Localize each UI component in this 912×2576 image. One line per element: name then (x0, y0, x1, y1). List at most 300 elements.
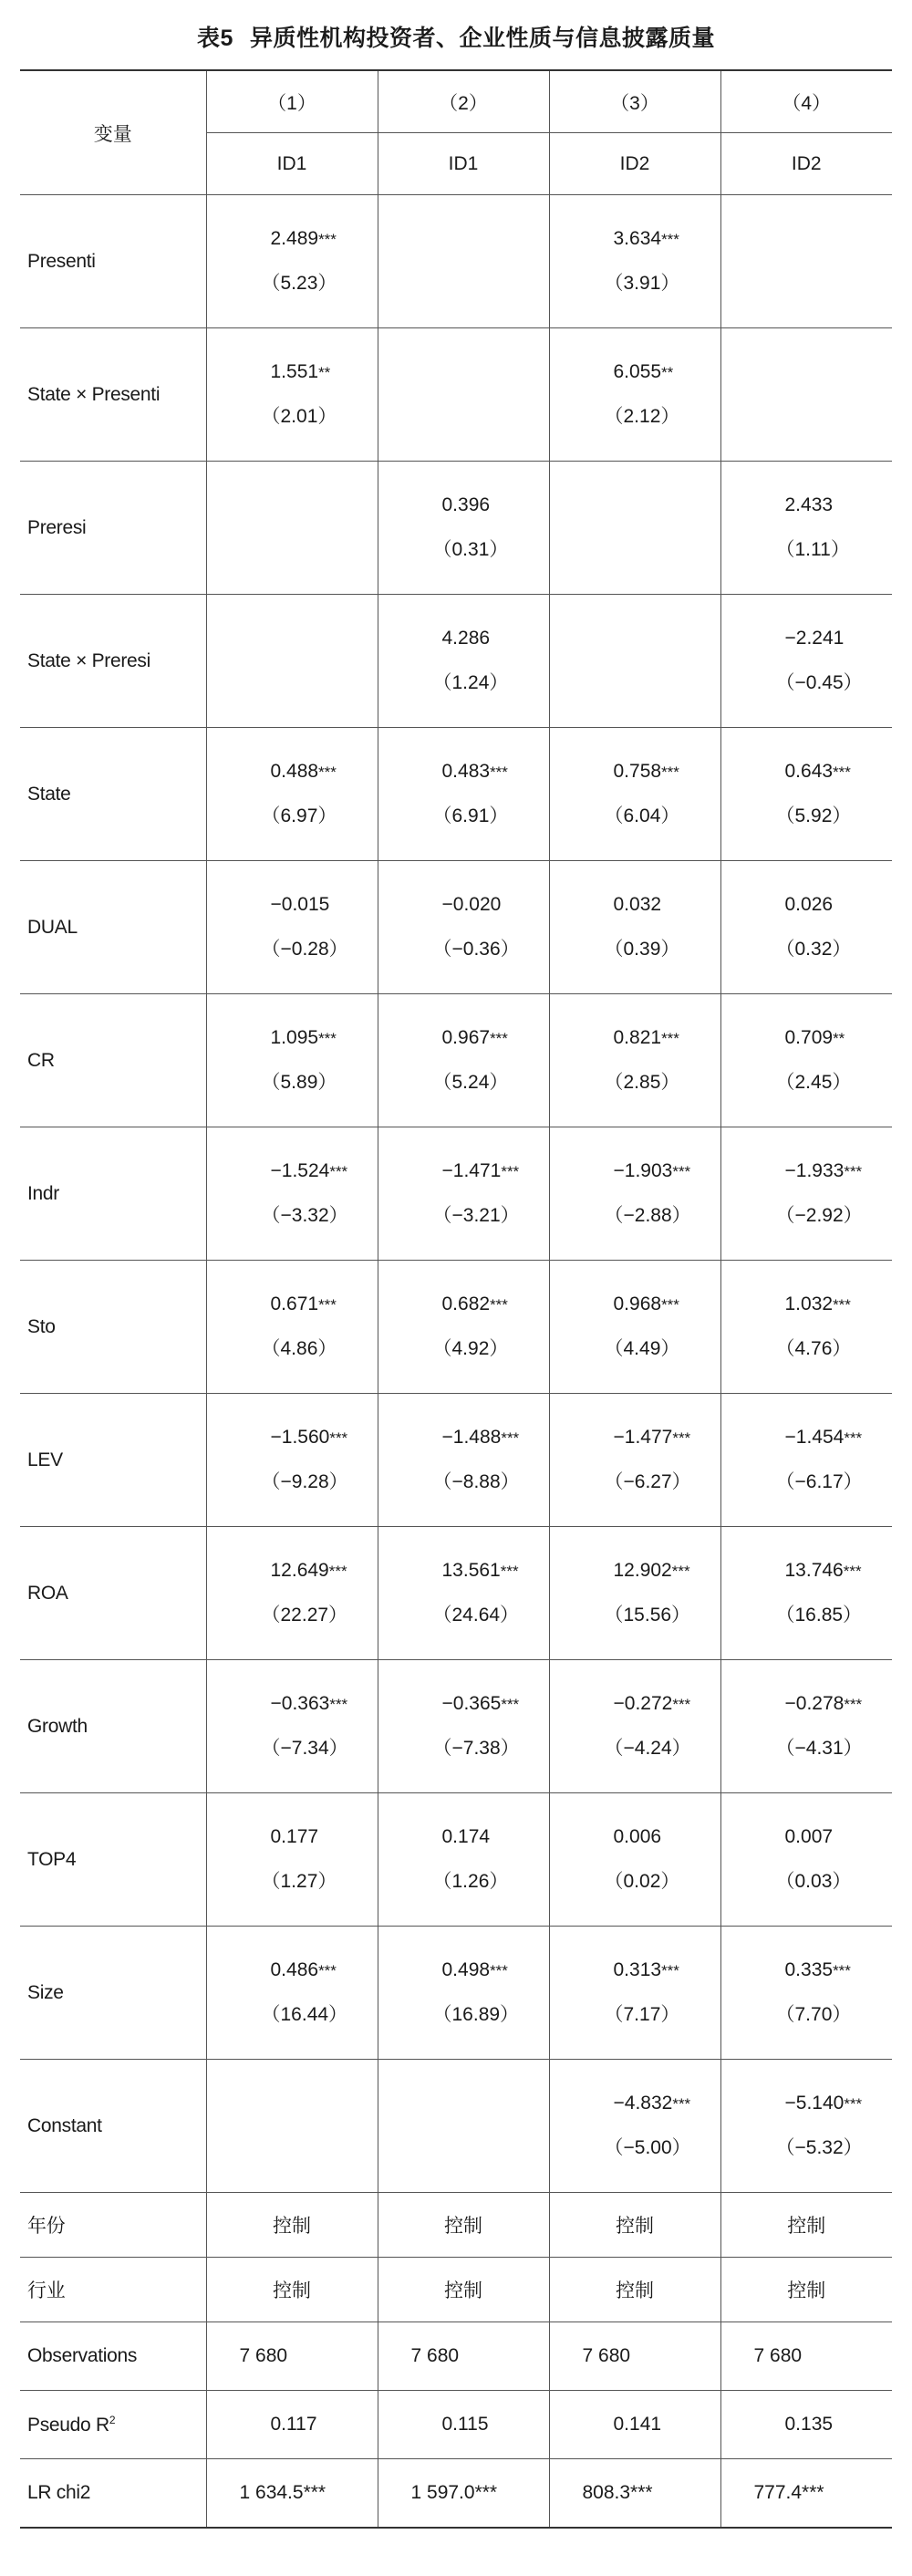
estimate: 0.671 (270, 1293, 319, 1314)
coefficient-cell (206, 462, 378, 595)
t-statistic: （1.11） (775, 539, 850, 560)
coefficient-cell (378, 195, 549, 328)
significance-stars: *** (328, 1563, 347, 1580)
coefficient-value (207, 1559, 378, 1584)
coefficient-cell (549, 994, 720, 1127)
coefficient-cell (720, 328, 892, 462)
estimate: 0.486 (270, 1959, 319, 1980)
coefficient-value (207, 760, 378, 784)
significance-stars: *** (844, 1429, 863, 1447)
coefficient-value (207, 1692, 378, 1717)
header-row-columns (20, 70, 892, 133)
significance-stars: ** (833, 1030, 845, 1047)
coefficient-value (550, 893, 720, 918)
coefficient-cell (378, 328, 549, 462)
table-row (20, 1394, 892, 1527)
variable-name: Preresi (20, 462, 206, 595)
estimate: 0.006 (613, 1826, 662, 1847)
significance-stars: *** (661, 1962, 679, 1979)
significance-stars: *** (318, 763, 337, 781)
coefficient-value (378, 627, 549, 651)
t-statistic: （0.31） (432, 539, 509, 560)
t-statistic: （5.89） (261, 1072, 337, 1093)
coefficient-value (721, 760, 893, 784)
coefficient-value (721, 1559, 893, 1584)
t-statistic: （−3.21） (432, 1205, 520, 1226)
variable-name: State × Presenti (20, 328, 206, 462)
variable-name: Growth (20, 1660, 206, 1793)
estimate: −0.363 (270, 1693, 330, 1714)
coefficient-cell (378, 994, 549, 1127)
significance-stars: *** (844, 1696, 863, 1713)
coefficient-cell (378, 462, 549, 595)
significance-stars: *** (501, 1696, 520, 1713)
control-value: 控制 (549, 2193, 720, 2258)
coefficient-value (378, 1426, 549, 1450)
coefficient-value (378, 1026, 549, 1051)
t-statistic: （−9.28） (261, 1471, 348, 1492)
significance-stars: *** (672, 1429, 691, 1447)
t-statistic: （0.32） (775, 939, 852, 960)
estimate: 0.488 (270, 761, 319, 782)
t-statistic: （6.97） (261, 805, 337, 826)
significance-stars: *** (501, 1163, 520, 1180)
table-row (20, 1793, 892, 1927)
coefficient-value (721, 1426, 893, 1450)
significance-stars: *** (833, 1296, 851, 1314)
control-value: 控制 (378, 2258, 549, 2322)
coefficient-value (207, 1293, 378, 1317)
coefficient-value (378, 1293, 549, 1317)
regression-table (20, 69, 892, 2529)
t-statistic: （16.85） (775, 1605, 863, 1626)
table-row (20, 195, 892, 328)
estimate: 12.649 (270, 1560, 329, 1581)
statistic-value: 0.115 (378, 2391, 549, 2459)
coefficient-value (721, 893, 893, 918)
statistic-value: 7 680 (206, 2322, 378, 2391)
significance-stars: *** (672, 1696, 691, 1713)
table-row (20, 994, 892, 1127)
coefficient-value (721, 2092, 893, 2116)
significance-stars: *** (490, 1962, 508, 1979)
coefficient-cell (378, 1527, 549, 1660)
t-statistic: （1.24） (432, 672, 509, 693)
coefficient-value (721, 1825, 893, 1850)
coefficient-cell (720, 1394, 892, 1527)
t-statistic: （5.92） (775, 805, 852, 826)
coefficient-cell (720, 462, 892, 595)
estimate: 0.313 (613, 1959, 662, 1980)
variable-name: CR (20, 994, 206, 1127)
t-statistic: （22.27） (261, 1605, 348, 1626)
control-row (20, 2193, 892, 2258)
estimate: 6.055 (613, 361, 662, 382)
column-header: （2） (378, 70, 549, 133)
coefficient-value (207, 1825, 378, 1850)
statistic-row (20, 2459, 892, 2529)
coefficient-value (207, 227, 378, 252)
significance-stars: *** (661, 1030, 679, 1047)
control-value: 控制 (206, 2258, 378, 2322)
table-title (0, 20, 912, 53)
t-statistic: （16.89） (432, 2004, 520, 2025)
estimate: 0.821 (613, 1027, 662, 1048)
coefficient-value (721, 1692, 893, 1717)
statistic-label-text: Observations (27, 2345, 138, 2366)
coefficient-value (378, 1958, 549, 1983)
significance-stars: *** (490, 1030, 508, 1047)
coefficient-cell (549, 328, 720, 462)
estimate: −1.903 (613, 1160, 673, 1181)
coefficient-cell (720, 1127, 892, 1261)
t-statistic: （0.03） (775, 1871, 852, 1892)
coefficient-value (721, 1026, 893, 1051)
coefficient-cell (378, 1660, 549, 1793)
variable-name: Sto (20, 1261, 206, 1394)
statistic-value: 1 634.5*** (206, 2459, 378, 2529)
estimate: 0.026 (784, 894, 834, 915)
significance-stars: *** (843, 1563, 862, 1580)
coefficient-cell (549, 1793, 720, 1927)
estimate: −1.471 (441, 1160, 502, 1181)
statistic-label (20, 2459, 206, 2529)
coefficient-cell (720, 728, 892, 861)
coefficient-cell (206, 1927, 378, 2060)
table-row (20, 861, 892, 994)
estimate: 12.902 (613, 1560, 672, 1581)
significance-stars: *** (833, 763, 851, 781)
t-statistic: （−7.34） (261, 1738, 348, 1759)
statistic-value: 0.135 (720, 2391, 892, 2459)
t-statistic: （2.85） (604, 1072, 680, 1093)
estimate: 0.968 (613, 1293, 662, 1314)
variable-name: LEV (20, 1394, 206, 1527)
estimate: −0.278 (784, 1693, 845, 1714)
coefficient-value (207, 1159, 378, 1184)
table-row (20, 462, 892, 595)
t-statistic: （−5.00） (604, 2137, 691, 2158)
coefficient-value (207, 360, 378, 385)
significance-stars: *** (844, 1163, 863, 1180)
coefficient-cell (378, 1127, 549, 1261)
coefficient-value (550, 1159, 720, 1184)
coefficient-value (378, 1559, 549, 1584)
coefficient-cell (378, 2060, 549, 2193)
estimate: 3.634 (613, 228, 662, 249)
variable-name: Presenti (20, 195, 206, 328)
estimate: −1.488 (441, 1427, 502, 1448)
coefficient-cell (378, 1261, 549, 1394)
significance-stars: *** (318, 1296, 337, 1314)
table-row (20, 595, 892, 728)
coefficient-cell (549, 1927, 720, 2060)
estimate: −1.524 (270, 1160, 330, 1181)
control-label: 行业 (20, 2258, 206, 2322)
variable-name: TOP4 (20, 1793, 206, 1927)
t-statistic: （24.64） (432, 1605, 520, 1626)
t-statistic: （4.92） (432, 1338, 509, 1359)
t-statistic: （2.01） (261, 406, 337, 427)
coefficient-value (721, 1958, 893, 1983)
t-statistic: （0.02） (604, 1871, 680, 1892)
estimate: 0.498 (441, 1959, 491, 1980)
significance-stars: *** (490, 763, 508, 781)
t-statistic: （16.44） (261, 2004, 348, 2025)
estimate: −1.560 (270, 1427, 330, 1448)
table-row (20, 1261, 892, 1394)
significance-stars: *** (671, 1563, 690, 1580)
table-caption: 异质性机构投资者、企业性质与信息披露质量 (249, 26, 715, 51)
coefficient-cell (549, 1261, 720, 1394)
coefficient-cell (720, 994, 892, 1127)
t-statistic: （−6.17） (775, 1471, 863, 1492)
significance-stars: *** (661, 763, 679, 781)
coefficient-cell (206, 1394, 378, 1527)
estimate: 1.032 (784, 1293, 834, 1314)
estimate: 13.746 (784, 1560, 844, 1581)
t-statistic: （−4.31） (775, 1738, 863, 1759)
table-row (20, 1127, 892, 1261)
estimate: 0.032 (613, 894, 662, 915)
table-number: 表5 (197, 26, 233, 51)
significance-stars: *** (833, 1962, 851, 1979)
coefficient-value (550, 2092, 720, 2116)
coefficient-cell (206, 2060, 378, 2193)
coefficient-value (378, 1159, 549, 1184)
coefficient-value (378, 493, 549, 518)
coefficient-value (550, 227, 720, 252)
t-statistic: （15.56） (604, 1605, 691, 1626)
significance-stars: *** (490, 1296, 508, 1314)
variable-name: State × Preresi (20, 595, 206, 728)
t-statistic: （−5.32） (775, 2137, 863, 2158)
coefficient-value (721, 1293, 893, 1317)
coefficient-cell (720, 1927, 892, 2060)
significance-stars: *** (318, 1962, 337, 1979)
control-value: 控制 (378, 2193, 549, 2258)
estimate: 0.709 (784, 1027, 834, 1048)
estimate: −0.015 (270, 894, 330, 915)
control-value: 控制 (549, 2258, 720, 2322)
t-statistic: （−0.28） (261, 939, 348, 960)
coefficient-value (378, 760, 549, 784)
table-body (20, 70, 892, 2528)
estimate: 0.396 (441, 494, 491, 515)
estimate: 0.682 (441, 1293, 491, 1314)
coefficient-value (378, 1825, 549, 1850)
dependent-variable-header: ID2 (720, 133, 892, 195)
coefficient-cell (549, 2060, 720, 2193)
variable-header: 变量 (20, 70, 206, 195)
estimate: 2.489 (270, 228, 319, 249)
t-statistic: （7.70） (775, 2004, 852, 2025)
coefficient-cell (549, 861, 720, 994)
t-statistic: （−0.36） (432, 939, 520, 960)
t-statistic: （6.04） (604, 805, 680, 826)
coefficient-cell (720, 2060, 892, 2193)
estimate: 0.335 (784, 1959, 834, 1980)
column-header: （3） (549, 70, 720, 133)
coefficient-cell (206, 1527, 378, 1660)
column-header: （1） (206, 70, 378, 133)
coefficient-cell (206, 1660, 378, 1793)
coefficient-cell (720, 1660, 892, 1793)
coefficient-cell (549, 1660, 720, 1793)
coefficient-cell (549, 595, 720, 728)
table-row (20, 1527, 892, 1660)
coefficient-cell (206, 195, 378, 328)
significance-stars: *** (329, 1429, 348, 1447)
significance-stars: *** (672, 2095, 691, 2113)
t-statistic: （−4.24） (604, 1738, 691, 1759)
dependent-variable-header: ID1 (378, 133, 549, 195)
coefficient-cell (378, 1927, 549, 2060)
t-statistic: （5.24） (432, 1072, 509, 1093)
coefficient-cell (549, 728, 720, 861)
significance-stars: *** (318, 1030, 337, 1047)
coefficient-value (378, 1692, 549, 1717)
estimate: 0.967 (441, 1027, 491, 1048)
coefficient-value (550, 1692, 720, 1717)
table-row (20, 728, 892, 861)
coefficient-cell (206, 1127, 378, 1261)
coefficient-value (207, 893, 378, 918)
table-row (20, 1660, 892, 1793)
coefficient-value (550, 1026, 720, 1051)
t-statistic: （−7.38） (432, 1738, 520, 1759)
statistic-value: 7 680 (549, 2322, 720, 2391)
coefficient-cell (206, 861, 378, 994)
control-value: 控制 (720, 2258, 892, 2322)
t-statistic: （2.45） (775, 1072, 852, 1093)
t-statistic: （5.23） (261, 273, 337, 294)
control-value: 控制 (720, 2193, 892, 2258)
estimate: 0.643 (784, 761, 834, 782)
coefficient-cell (206, 994, 378, 1127)
coefficient-cell (549, 462, 720, 595)
statistic-label-text: Pseudo R (27, 2414, 109, 2436)
t-statistic: （−3.32） (261, 1205, 348, 1226)
estimate: 1.551 (270, 361, 319, 382)
coefficient-cell (720, 195, 892, 328)
t-statistic: （4.76） (775, 1338, 852, 1359)
estimate: 13.561 (441, 1560, 501, 1581)
statistic-value: 7 680 (378, 2322, 549, 2391)
estimate: 1.095 (270, 1027, 319, 1048)
statistic-row (20, 2322, 892, 2391)
estimate: −2.241 (784, 628, 845, 649)
coefficient-value (550, 1293, 720, 1317)
coefficient-value (721, 1159, 893, 1184)
coefficient-value (550, 360, 720, 385)
coefficient-value (550, 1559, 720, 1584)
coefficient-cell (206, 1793, 378, 1927)
coefficient-value (721, 627, 893, 651)
significance-stars: *** (844, 2095, 863, 2113)
statistic-value: 0.117 (206, 2391, 378, 2459)
estimate: −0.020 (441, 894, 502, 915)
estimate: 2.433 (784, 494, 834, 515)
significance-stars: *** (500, 1563, 519, 1580)
statistic-label (20, 2391, 206, 2459)
statistic-row (20, 2391, 892, 2459)
t-statistic: （−8.88） (432, 1471, 520, 1492)
significance-stars: *** (329, 1696, 348, 1713)
t-statistic: （6.91） (432, 805, 509, 826)
column-header: （4） (720, 70, 892, 133)
coefficient-cell (378, 1394, 549, 1527)
statistic-value: 808.3*** (549, 2459, 720, 2529)
control-value: 控制 (206, 2193, 378, 2258)
estimate: −0.272 (613, 1693, 673, 1714)
dependent-variable-header: ID2 (549, 133, 720, 195)
coefficient-cell (720, 1261, 892, 1394)
coefficient-cell (378, 728, 549, 861)
coefficient-value (550, 1825, 720, 1850)
coefficient-value (207, 1426, 378, 1450)
coefficient-value (207, 1026, 378, 1051)
estimate: 0.177 (270, 1826, 319, 1847)
t-statistic: （7.17） (604, 2004, 680, 2025)
variable-name: State (20, 728, 206, 861)
t-statistic: （4.86） (261, 1338, 337, 1359)
table-row (20, 328, 892, 462)
estimate: 4.286 (441, 628, 491, 649)
coefficient-cell (206, 1261, 378, 1394)
superscript: 2 (109, 2413, 116, 2426)
coefficient-cell (206, 595, 378, 728)
coefficient-value (550, 1426, 720, 1450)
coefficient-cell (720, 1793, 892, 1927)
t-statistic: （0.39） (604, 939, 680, 960)
estimate: −1.477 (613, 1427, 673, 1448)
coefficient-value (207, 1958, 378, 1983)
coefficient-cell (378, 595, 549, 728)
statistic-label (20, 2322, 206, 2391)
estimate: 0.483 (441, 761, 491, 782)
statistic-value: 777.4*** (720, 2459, 892, 2529)
variable-name: Size (20, 1927, 206, 2060)
coefficient-cell (720, 1527, 892, 1660)
coefficient-cell (549, 195, 720, 328)
t-statistic: （−0.45） (775, 672, 863, 693)
table-row (20, 1927, 892, 2060)
estimate: −0.365 (441, 1693, 502, 1714)
statistic-label-text: LR chi2 (27, 2482, 91, 2503)
estimate: −4.832 (613, 2093, 673, 2114)
t-statistic: （4.49） (604, 1338, 680, 1359)
coefficient-cell (549, 1127, 720, 1261)
coefficient-value (550, 760, 720, 784)
variable-name: Constant (20, 2060, 206, 2193)
t-statistic: （−6.27） (604, 1471, 691, 1492)
significance-stars: *** (501, 1429, 520, 1447)
estimate: −1.454 (784, 1427, 845, 1448)
estimate: 0.758 (613, 761, 662, 782)
coefficient-cell (378, 861, 549, 994)
table-row (20, 2060, 892, 2193)
coefficient-cell (206, 328, 378, 462)
estimate: 0.174 (441, 1826, 491, 1847)
coefficient-cell (549, 1527, 720, 1660)
coefficient-cell (549, 1394, 720, 1527)
significance-stars: ** (661, 364, 674, 381)
t-statistic: （−2.88） (604, 1205, 691, 1226)
coefficient-cell (206, 728, 378, 861)
t-statistic: （−2.92） (775, 1205, 863, 1226)
t-statistic: （3.91） (604, 273, 680, 294)
